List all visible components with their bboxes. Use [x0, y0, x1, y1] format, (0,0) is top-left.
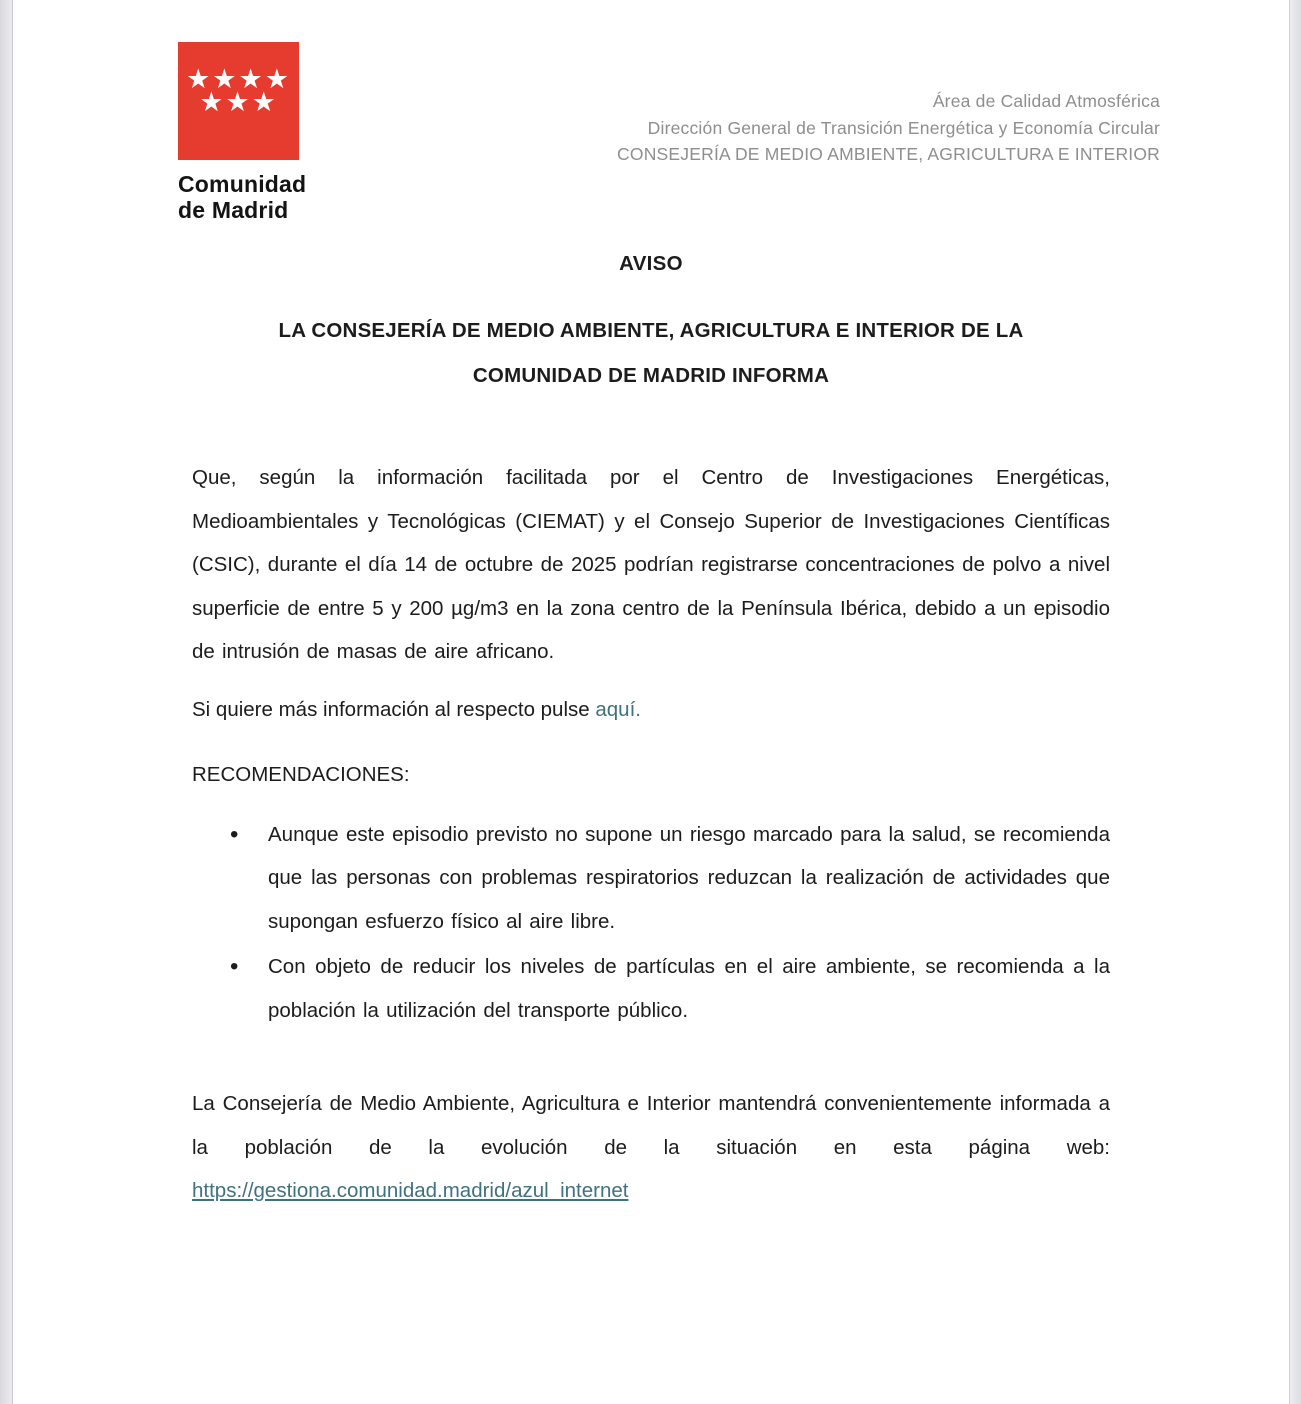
letterhead-area-line: Área de Calidad Atmosférica — [932, 91, 1160, 111]
closing-paragraph — [192, 1082, 1110, 1213]
flag-stars-bottom-row: ★★★ — [199, 87, 278, 118]
notice-body — [192, 252, 1110, 1213]
closing-text: La Consejería de Medio Ambiente, Agricultura e Interior mantendrá convenientemente informada a la población de la evolución de la situación en esta página web: — [192, 1092, 1110, 1159]
more-info-paragraph — [192, 688, 1110, 732]
more-info-link[interactable]: aquí. — [595, 697, 641, 721]
letterhead-consejeria-line: CONSEJERÍA DE MEDIO AMBIENTE, AGRICULTURA E INTERIOR — [617, 144, 1160, 164]
logo-wordmark-line1: Comunidad — [178, 171, 307, 197]
letterhead-direccion-line: Dirección General de Transición Energética y Economía Circular — [647, 117, 1160, 138]
madrid-flag-icon — [178, 42, 299, 160]
recommendations-list — [192, 813, 1110, 1033]
page-edge-right — [1289, 0, 1301, 1404]
notice-subtitle — [192, 308, 1110, 398]
notice-subtitle-line2: COMUNIDAD DE MADRID INFORMA — [472, 364, 830, 387]
website-link[interactable]: https://gestiona.comunidad.madrid/azul_internet — [192, 1179, 629, 1202]
list-item: • Con objeto de reducir los niveles de partículas en el aire ambiente, se recomienda a la población la utilización del transporte público. — [192, 945, 1110, 1032]
recommendations-heading: RECOMENDACIONES: — [192, 763, 410, 786]
forecast-paragraph: Que, según la información facilitada por el Centro de Investigaciones Energéticas, Medioambientales y Tecnológicas (CIEMAT) y el Consejo Superior de Investigaciones Científicas (CSIC), durante el día 14 de octubre de 2025 podrían registrarse concentraciones de polvo a nivel superficie de entre 5 y 200 µg/m3 en la zona centro de la Península Ibérica, debido a un episodio de intrusión de masas de aire africano. — [192, 466, 1110, 663]
comunidad-madrid-logo — [178, 42, 358, 223]
more-info-text: Si quiere más información al respecto pulse — [192, 697, 596, 721]
list-item: • Aunque este episodio previsto no supone un riesgo marcado para la salud, se recomienda que las personas con problemas respiratorios reduzcan la realización de actividades que supongan esfuerzo físico al aire libre. — [192, 813, 1110, 944]
notice-title: AVISO — [619, 252, 683, 275]
page-edge-left — [0, 0, 13, 1404]
logo-wordmark — [178, 171, 358, 223]
notice-subtitle-line1: LA CONSEJERÍA DE MEDIO AMBIENTE, AGRICULTURA E INTERIOR DE LA — [278, 319, 1024, 342]
letterhead — [617, 88, 1160, 168]
flag-stars-top-row: ★★★★ — [186, 64, 291, 95]
logo-wordmark-line2: de Madrid — [178, 197, 289, 223]
